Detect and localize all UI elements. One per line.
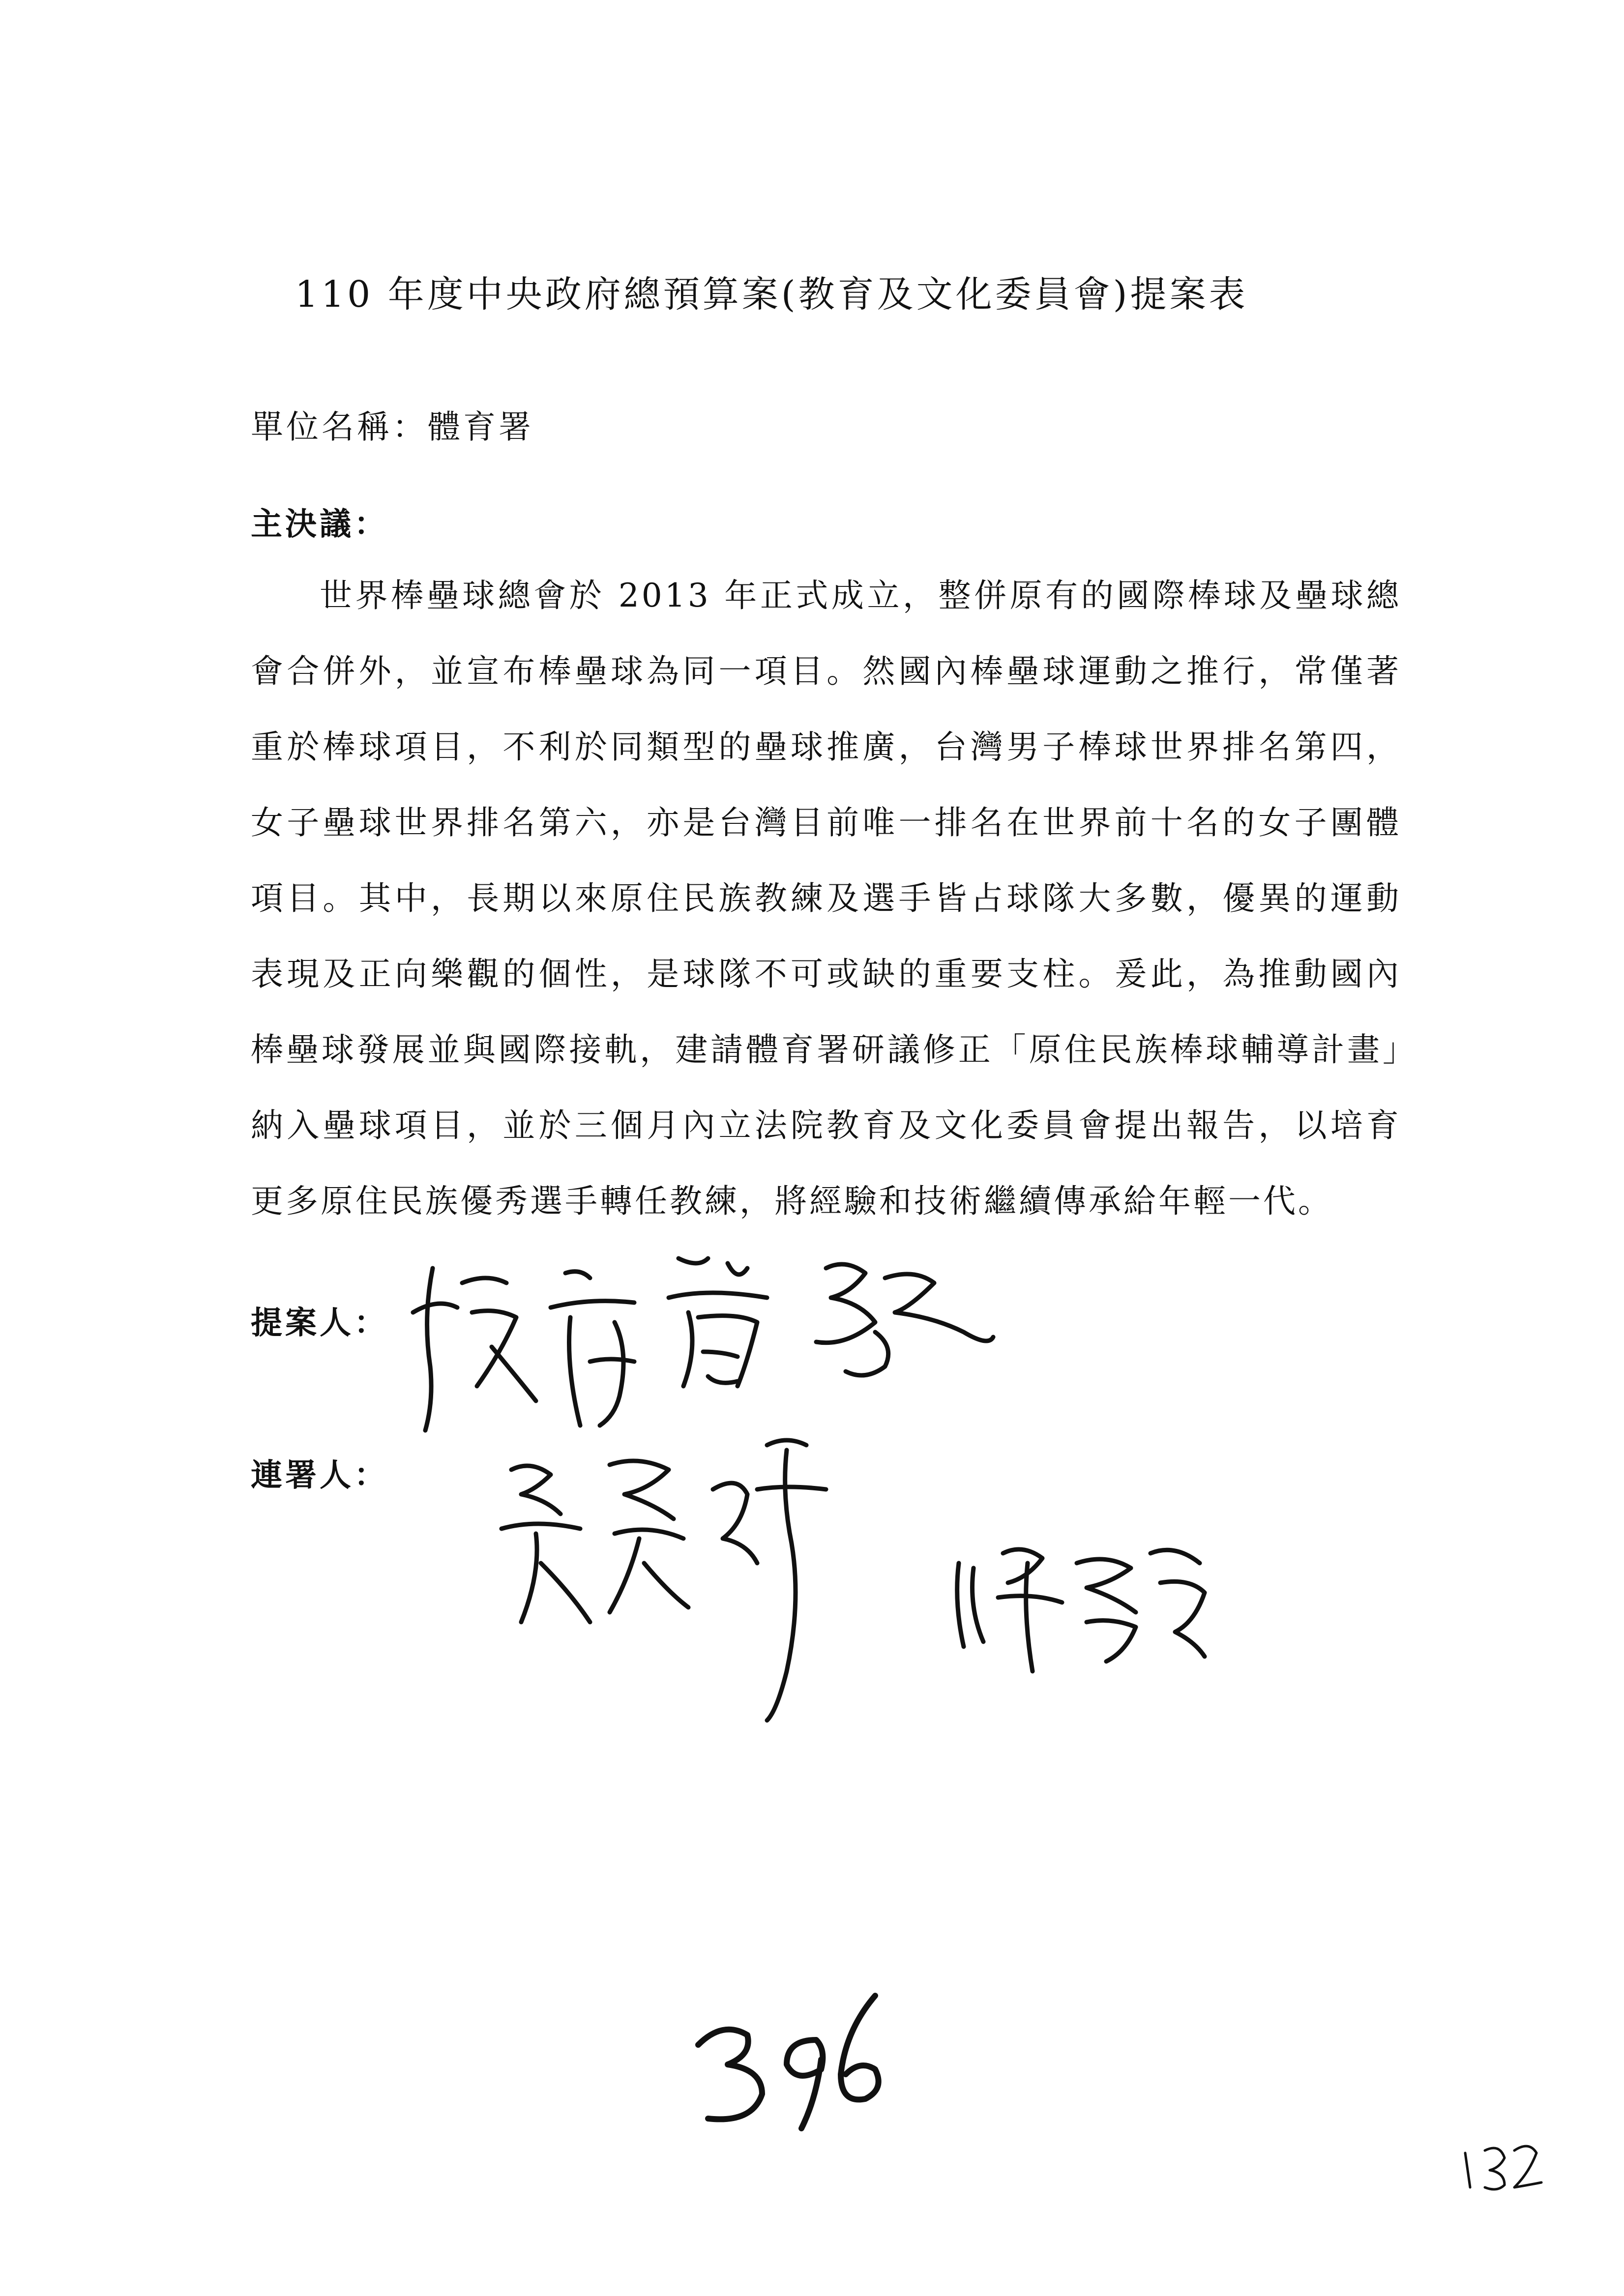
corner-handwritten-number <box>1450 2123 1549 2202</box>
main-resolution-label: 主決議： <box>251 506 388 543</box>
cosigner-signature-2 <box>944 1524 1219 1681</box>
main-resolution-text: 世界棒壘球總會於 2013 年正式成立，整併原有的國際棒球及壘球總會合併外，並宣布棒壘球為同一項目。然國內棒壘球運動之推行，常僅著重於棒球項目，不利於同類型的壘球推廣，台灣男子棒球世界排名第四，女子壘球世界排名第六，亦是台灣目前唯一排名在世界前十名的女子團體項目。其中，長期以來原住民族教練及選手皆占球隊大多數，優異的運動表現及正向樂觀的個性，是球隊不可或缺的重要支柱。爰此，為推動國內棒壘球發展並與國際接軌，建請體育署研議修正「原住民族棒球輔導計畫」納入壘球項目，並於三個月內立法院教育及文化委員會提出報告，以培育更多原住民族優秀選手轉任教練，將經驗和技術繼續傳承給年輕一代。 <box>251 577 1401 1220</box>
handwritten-page-number <box>679 1976 895 2133</box>
proposer-label: 提案人： <box>251 1305 388 1341</box>
cosigner-label: 連署人： <box>251 1457 388 1494</box>
document-title: 110 年度中央政府總預算案(教育及文化委員會)提案表 <box>295 273 1248 316</box>
cosigner-signature-1 <box>492 1416 895 1730</box>
proposer-signature <box>403 1239 1092 1445</box>
unit-name-line: 單位名稱：體育署 <box>251 408 534 446</box>
